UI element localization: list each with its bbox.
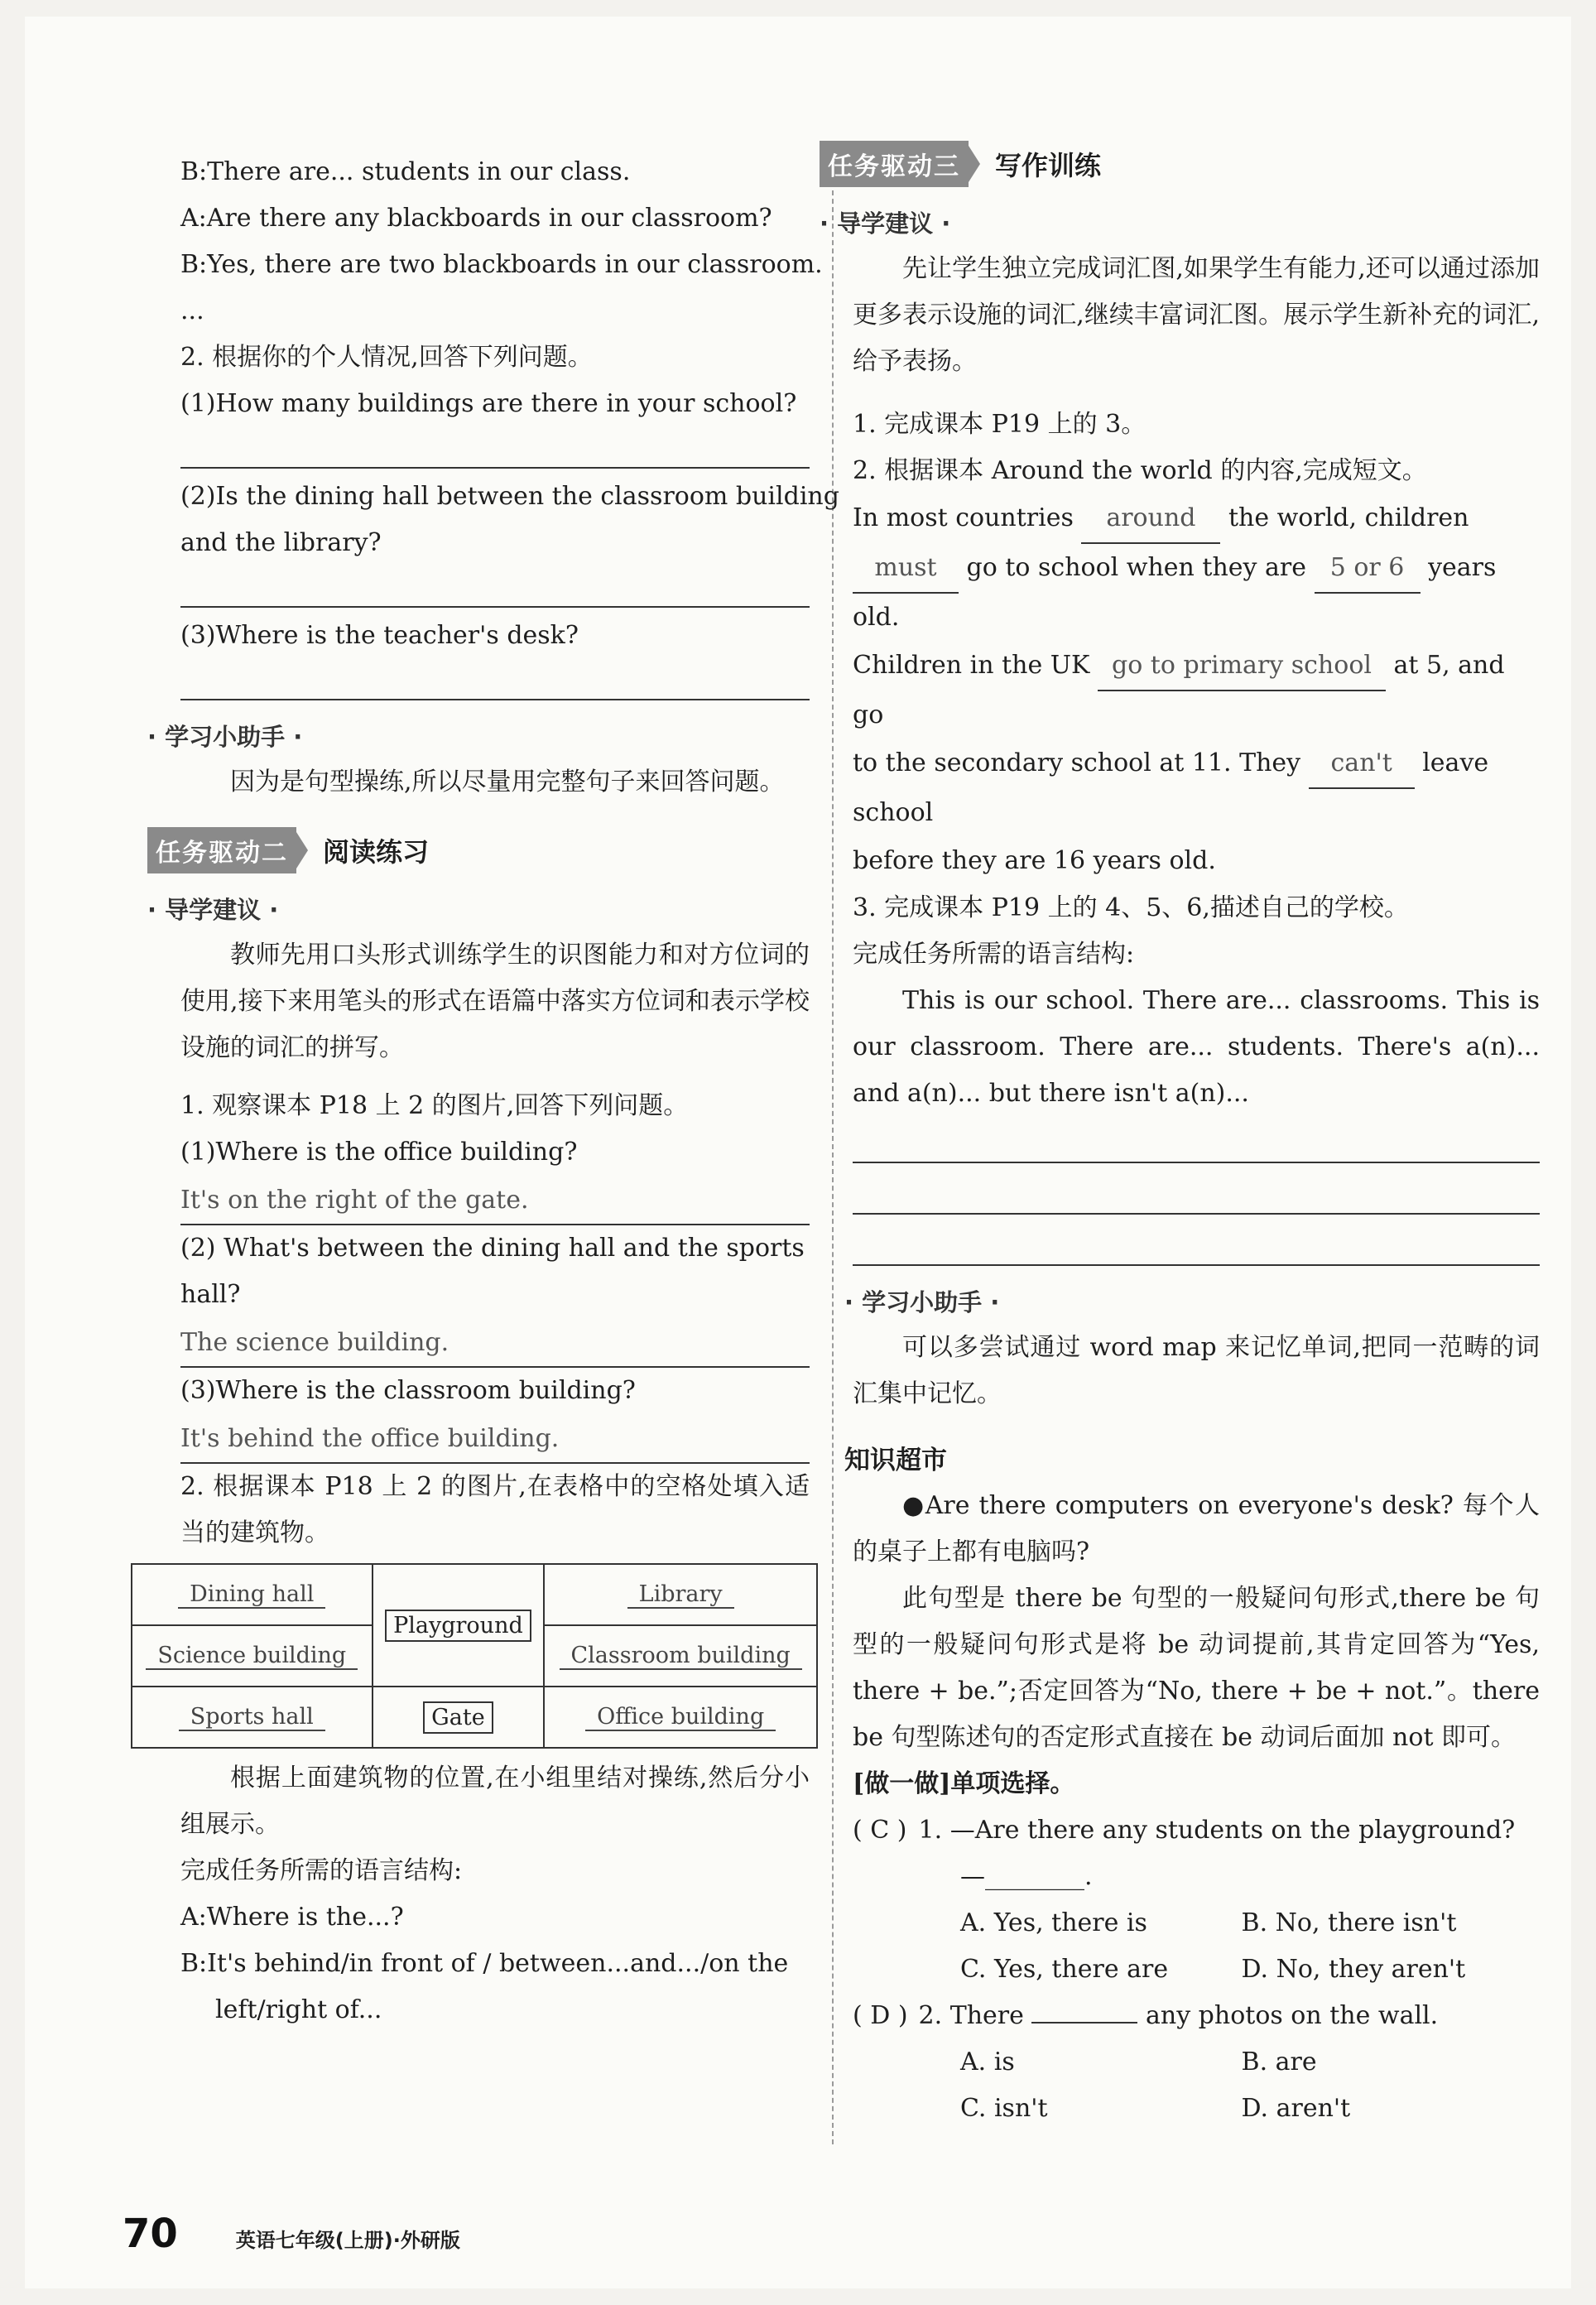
table-value: Gate	[423, 1701, 493, 1734]
mc2-answer: ( D )	[853, 2001, 908, 2030]
task3-title: 写作训练	[995, 150, 1102, 181]
passage-blank[interactable]: go to primary school	[1098, 642, 1386, 691]
mc1-option[interactable]: B. No, there isn't	[1241, 1908, 1457, 1937]
writing-step: 2. 根据课本 Around the world 的内容,完成短文。	[853, 456, 1427, 485]
table-value: Science building	[146, 1643, 358, 1670]
question: (3)Where is the classroom building?	[180, 1376, 636, 1405]
table-value: Classroom building	[560, 1643, 802, 1670]
answer-text: It's behind the office building.	[180, 1414, 810, 1464]
passage-text: years old.	[853, 553, 1497, 632]
mc1-option[interactable]: A. Yes, there is	[960, 1908, 1147, 1937]
guide-text: 先让学生独立完成词汇图,如果学生有能力,还可以通过添加更多表示设施的词汇,继续丰富词汇图。展示学生新补充的词汇,给予表扬。	[853, 254, 1540, 376]
guide-title: · 导学建议 ·	[820, 209, 951, 238]
question: hall?	[180, 1280, 241, 1309]
workbook-page	[25, 17, 1571, 2288]
passage	[853, 494, 1540, 885]
table-value: Library	[627, 1581, 734, 1609]
question: (1)How many buildings are there in your school?	[180, 389, 797, 418]
reading-q2-title: 2. 根据课本 P18 上 2 的图片,在表格中的空格处填入适当的建筑物。	[180, 1472, 810, 1547]
mc1-option[interactable]: D. No, they aren't	[1241, 1955, 1466, 1984]
passage-blank[interactable]: must	[853, 544, 959, 594]
question: (1)Where is the office building?	[180, 1138, 578, 1167]
dialog-line: B:There are... students in our class.	[180, 157, 631, 186]
pair-practice: 根据上面建筑物的位置,在小组里结对操练,然后分小组展示。	[180, 1764, 810, 1839]
passage-blank[interactable]: around	[1081, 494, 1220, 544]
right-column	[820, 141, 1540, 2132]
passage-text: to the secondary school at 11. They	[853, 748, 1301, 777]
structure-title: 完成任务所需的语言结构:	[180, 1856, 463, 1885]
helper-text: 可以多尝试通过 word map 来记忆单词,把同一范畴的词汇集中记忆。	[853, 1333, 1540, 1408]
passage-text: leave school	[853, 748, 1489, 827]
table-cell	[132, 1564, 373, 1625]
answer-line[interactable]	[180, 427, 810, 469]
structure-line: A:Where is the...?	[180, 1903, 404, 1932]
answer-line[interactable]	[180, 566, 810, 608]
mc2-question: any photos on the wall.	[1145, 2001, 1439, 2030]
dialog-line: A:Are there any blackboards in our classroom?	[180, 204, 772, 233]
writing-step: 1. 完成课本 P19 上的 3。	[853, 410, 1147, 439]
table-cell	[373, 1564, 545, 1687]
column-divider	[832, 166, 834, 2144]
task2-title: 阅读练习	[323, 836, 430, 868]
answer-line[interactable]	[180, 659, 810, 700]
structure-title: 完成任务所需的语言结构:	[853, 940, 1135, 969]
answer-text: It's on the right of the gate.	[180, 1176, 810, 1225]
structure-line: left/right of...	[215, 1995, 382, 2024]
mc1-option[interactable]: C. Yes, there are	[960, 1955, 1169, 1984]
writing-line[interactable]	[853, 1168, 1540, 1215]
passage-text: go to school when they are	[966, 553, 1306, 582]
passage-text: at 5, and go	[853, 651, 1505, 729]
question: (3)Where is the teacher's desk?	[180, 621, 579, 650]
table-cell	[544, 1687, 817, 1748]
left-column	[147, 149, 839, 2033]
helper-title: · 学习小助手 ·	[844, 1288, 1000, 1316]
passage-text: Children in the UK	[853, 651, 1090, 680]
structure-line: B:It's behind/in front of / between...and.../on the	[180, 1949, 789, 1978]
mc2-option[interactable]: A. is	[960, 2048, 1015, 2076]
page-number: 70	[123, 2211, 178, 2257]
passage-text: In most countries	[853, 503, 1074, 532]
table-value: Playground	[385, 1610, 531, 1642]
dialog-line: B:Yes, there are two blackboards in our classroom.	[180, 250, 823, 279]
guide-title: · 导学建议 ·	[147, 896, 279, 924]
helper-title: · 学习小助手 ·	[147, 723, 303, 751]
task2-header	[147, 827, 810, 873]
guide-text: 教师先用口头形式训练学生的识图能力和对方位词的使用,接下来用笔头的形式在语篇中落实方位词和表示学校设施的词汇的拼写。	[180, 941, 810, 1062]
task3-label: 任务驱动三	[820, 141, 969, 187]
arrow-icon	[969, 146, 980, 182]
arrow-icon	[296, 832, 308, 869]
table-cell	[373, 1687, 545, 1748]
mc2-blank[interactable]	[1031, 2022, 1137, 2023]
page-footer	[123, 2211, 460, 2257]
table-cell	[544, 1564, 817, 1625]
knowledge-text: 此句型是 there be 句型的一般疑问句形式,there be 句型的一般疑问句形式是将 be 动词提前,其肯定回答为“Yes, there + be.”;否定回答为“No, there + be + not.”。there be 句型陈述句的否定形式直接在 be 动词后面加 not 即可。	[853, 1584, 1540, 1752]
answer-text: The science building.	[180, 1318, 810, 1368]
task3-header	[820, 141, 1540, 187]
knowledge-title: 知识超市	[844, 1446, 947, 1475]
passage-text: the world, children	[1228, 503, 1469, 532]
practice-label: [做一做]单项选择。	[853, 1769, 1075, 1798]
question: (2) What's between the dining hall and the sports	[180, 1234, 805, 1263]
question: and the library?	[180, 528, 382, 557]
passage-blank[interactable]: 5 or 6	[1315, 544, 1421, 594]
mc1-blank: —________.	[960, 1862, 1093, 1891]
table-cell	[132, 1625, 373, 1687]
table-value: Sports hall	[179, 1704, 325, 1731]
mc2-question: 2. There	[918, 2001, 1024, 2030]
question-title: 2. 根据你的个人情况,回答下列问题。	[180, 343, 593, 372]
book-title: 英语七年级(上册)·外研版	[235, 2229, 460, 2252]
passage-text: before they are 16 years old.	[853, 846, 1216, 875]
task2-label: 任务驱动二	[147, 827, 296, 873]
dialog-line: ...	[180, 296, 204, 325]
reading-q1-title: 1. 观察课本 P18 上 2 的图片,回答下列问题。	[180, 1091, 689, 1120]
building-table	[131, 1563, 818, 1749]
table-value: Office building	[585, 1704, 776, 1731]
knowledge-question: ●Are there computers on everyone's desk? 每个人的桌子上都有电脑吗?	[853, 1491, 1540, 1566]
writing-line[interactable]	[853, 1220, 1540, 1266]
mc2-option[interactable]: C. isn't	[960, 2094, 1048, 2123]
mc1-answer: ( C )	[853, 1816, 907, 1845]
question: (2)Is the dining hall between the classroom building	[180, 482, 839, 511]
table-cell	[544, 1625, 817, 1687]
helper-text: 因为是句型操练,所以尽量用完整句子来回答问题。	[230, 768, 785, 796]
table-cell	[132, 1687, 373, 1748]
passage-blank[interactable]: can't	[1309, 739, 1415, 789]
mc1-question: 1. —Are there any students on the playground?	[918, 1816, 1516, 1845]
table-value: Dining hall	[178, 1581, 325, 1609]
writing-line[interactable]	[853, 1117, 1540, 1163]
mc2-option[interactable]: D. aren't	[1241, 2094, 1351, 2123]
mc2-option[interactable]: B. are	[1241, 2048, 1317, 2076]
writing-step: 3. 完成课本 P19 上的 4、5、6,描述自己的学校。	[853, 893, 1409, 922]
structure-text: This is our school. There are... classrooms. This is our classroom. There are... students. There's a(n)... and a(n)... but there isn't a(n)...	[853, 986, 1540, 1108]
